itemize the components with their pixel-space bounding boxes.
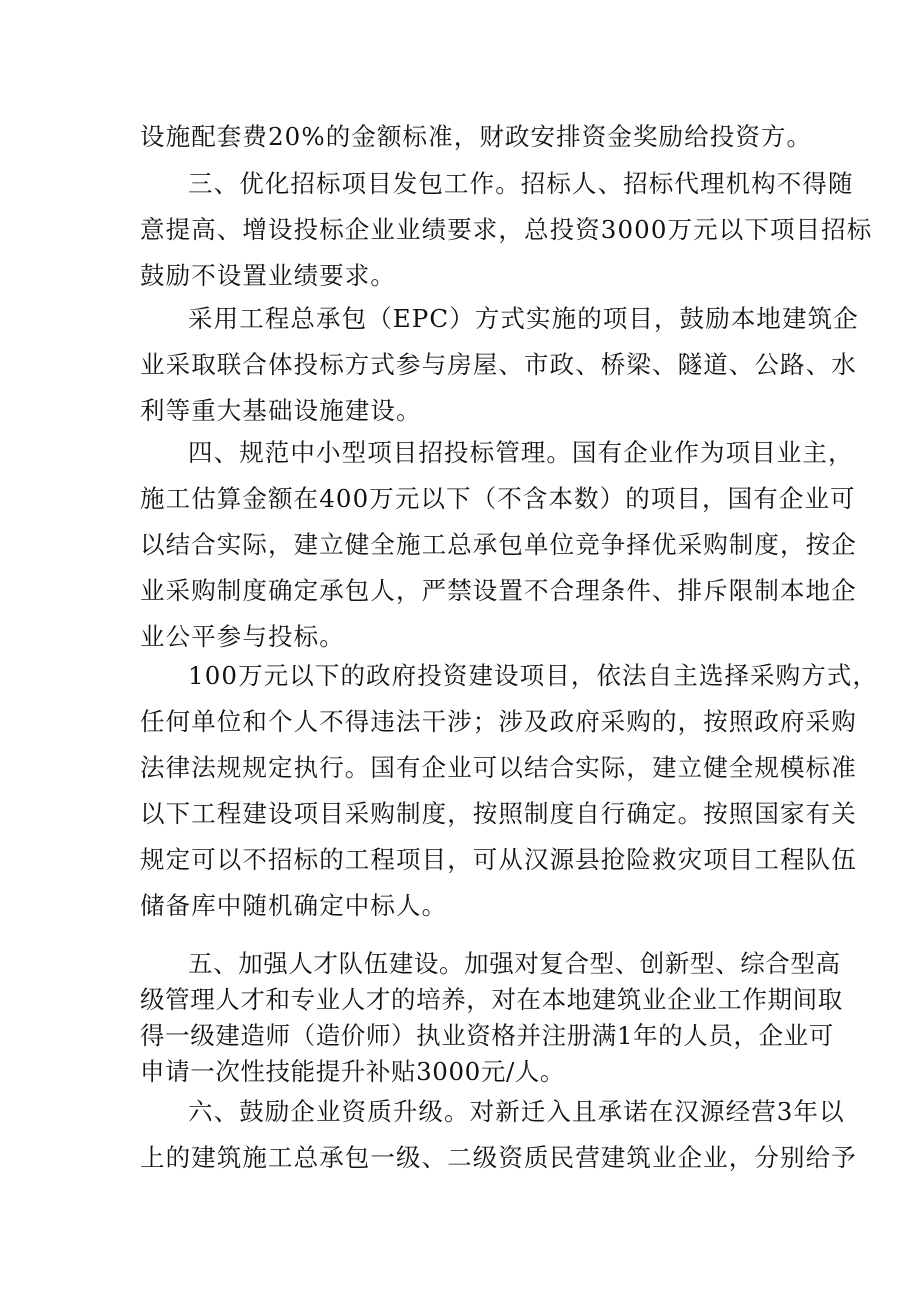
paragraph-epc	[140, 296, 859, 434]
paragraph-section-five	[140, 946, 843, 1090]
text-line: 四、规范中小型项目招投标管理。国有企业作为项目业主，	[188, 438, 854, 467]
text-line: 储备库中随机确定中标人。	[140, 891, 448, 920]
text-line: 设施配套费20%的金额标准，财政安排资金奖励给投资方。	[140, 122, 813, 151]
text-line: 100万元以下的政府投资建设项目，依法自主选择采购方式，	[188, 661, 879, 690]
paragraph-continuation	[140, 114, 813, 160]
text-line: 申请一次性技能提升补贴3000元/人。	[140, 1057, 566, 1086]
text-line: 以结合实际，建立健全施工总承包单位竞争择优采购制度，按企	[140, 530, 857, 559]
text-line: 级管理人才和专业人才的培养，对在本地建筑业企业工作期间取	[140, 985, 843, 1014]
text-line: 鼓励不设置业绩要求。	[140, 261, 396, 290]
text-line: 六、鼓励企业资质升级。对新迁入且承诺在汉源经营3年以	[188, 1097, 845, 1126]
text-line: 上的建筑施工总承包一级、二级资质民营建筑业企业，分别给予	[140, 1143, 857, 1172]
paragraph-government-investment	[140, 653, 879, 929]
text-line: 三、优化招标项目发包工作。招标人、招标代理机构不得随	[188, 169, 854, 198]
text-line: 业采购制度确定承包人，严禁设置不合理条件、排斥限制本地企	[140, 576, 857, 605]
text-line: 得一级建造师（造价师）执业资格并注册满1年的人员，企业可	[140, 1021, 834, 1050]
text-line: 业公平参与投标。	[140, 622, 345, 651]
text-line: 规定可以不招标的工程项目，可从汉源县抢险救灾项目工程队伍	[140, 845, 857, 874]
text-line: 意提高、增设投标企业业绩要求，总投资3000万元以下项目招标	[140, 215, 873, 244]
paragraph-section-six	[140, 1089, 857, 1181]
text-line: 法律法规规定执行。国有企业可以结合实际，建立健全规模标准	[140, 753, 857, 782]
text-line: 以下工程建设项目采购制度，按照制度自行确定。按照国家有关	[140, 799, 857, 828]
paragraph-section-four	[140, 430, 857, 660]
paragraph-section-three	[140, 161, 873, 299]
text-line: 利等重大基础设施建设。	[140, 396, 422, 425]
text-line: 施工估算金额在400万元以下（不含本数）的项目，国有企业可	[140, 484, 856, 513]
text-line: 采用工程总承包（EPC）方式实施的项目，鼓励本地建筑企	[188, 304, 859, 333]
text-line: 业采取联合体投标方式参与房屋、市政、桥梁、隧道、公路、水	[140, 350, 857, 379]
text-line: 五、加强人才队伍建设。加强对复合型、创新型、综合型高	[188, 949, 841, 978]
text-line: 任何单位和个人不得违法干涉；涉及政府采购的，按照政府采购	[140, 707, 857, 736]
